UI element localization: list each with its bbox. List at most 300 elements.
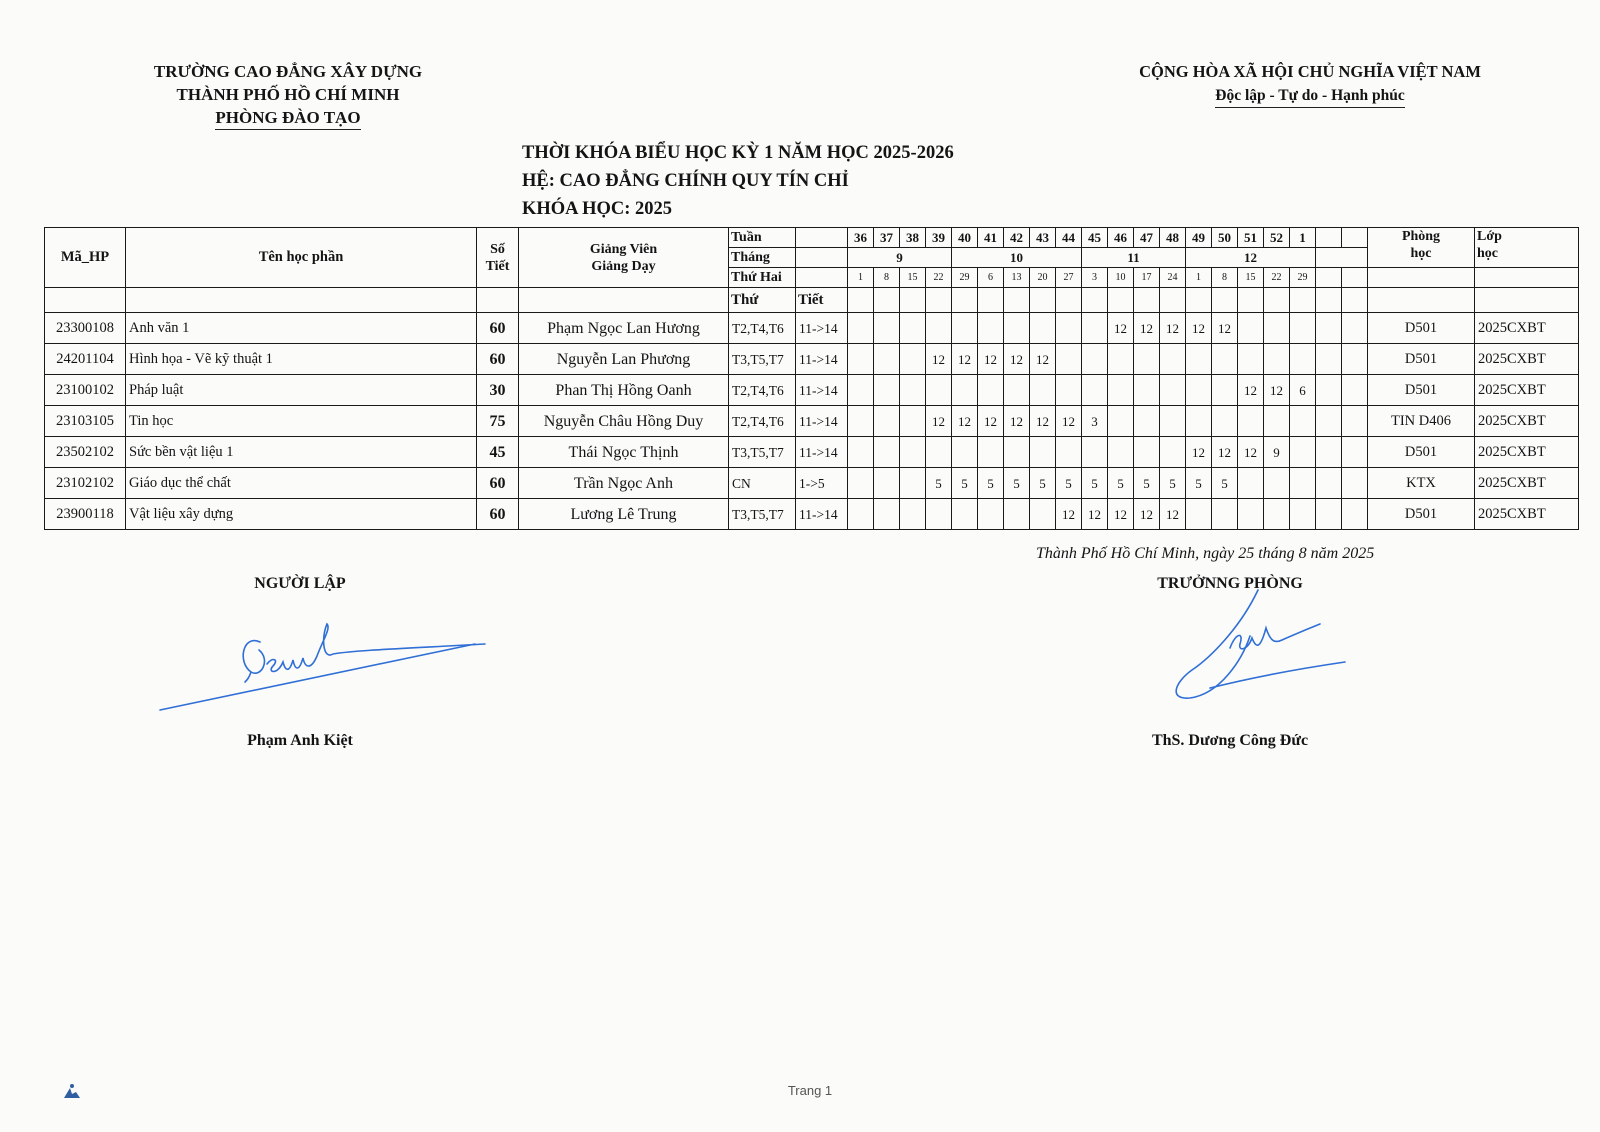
week-periods: 5 xyxy=(926,468,952,499)
header-row-thu-tiet xyxy=(45,288,1579,313)
label-thu-hai: Thứ Hai xyxy=(729,268,796,288)
week-periods xyxy=(1238,313,1264,344)
week-periods xyxy=(1030,375,1056,406)
week-periods xyxy=(1056,344,1082,375)
week-periods: 6 xyxy=(1290,375,1316,406)
blank-cell xyxy=(1316,288,1342,313)
lecturer-name: Thái Ngọc Thịnh xyxy=(519,437,729,468)
table-row xyxy=(45,375,1579,406)
week-periods xyxy=(1316,344,1342,375)
week-number: 49 xyxy=(1186,228,1212,248)
week-periods xyxy=(1082,313,1108,344)
monday-date: 1 xyxy=(1186,268,1212,288)
week-periods xyxy=(848,375,874,406)
week-periods xyxy=(1212,375,1238,406)
week-periods xyxy=(1212,406,1238,437)
week-periods xyxy=(1316,468,1342,499)
week-periods xyxy=(1342,375,1368,406)
room: D501 xyxy=(1368,437,1475,468)
monday-date: 24 xyxy=(1160,268,1186,288)
signer-right-title: TRƯỞNNG PHÒNG xyxy=(1157,575,1303,592)
lecturer-name: Phạm Ngọc Lan Hương xyxy=(519,313,729,344)
week-periods: 12 xyxy=(1264,375,1290,406)
week-periods: 12 xyxy=(1134,313,1160,344)
week-periods xyxy=(978,499,1004,530)
week-periods xyxy=(848,499,874,530)
week-periods xyxy=(900,406,926,437)
course-code: 23900118 xyxy=(45,499,126,530)
month-label: 10 xyxy=(952,248,1082,268)
week-periods xyxy=(1160,344,1186,375)
week-periods: 5 xyxy=(1134,468,1160,499)
week-periods xyxy=(1134,344,1160,375)
class-code: 2025CXBT xyxy=(1475,468,1579,499)
blank-cell xyxy=(1134,288,1160,313)
week-periods: 12 xyxy=(1030,344,1056,375)
week-periods xyxy=(874,313,900,344)
room: D501 xyxy=(1368,499,1475,530)
week-periods xyxy=(900,375,926,406)
week-periods: 12 xyxy=(1134,499,1160,530)
table-row xyxy=(45,406,1579,437)
week-periods xyxy=(926,313,952,344)
week-periods: 12 xyxy=(952,344,978,375)
week-periods xyxy=(1082,437,1108,468)
course-code: 23100102 xyxy=(45,375,126,406)
monday-date: 15 xyxy=(900,268,926,288)
week-periods: 5 xyxy=(978,468,1004,499)
table-row xyxy=(45,313,1579,344)
table-row xyxy=(45,344,1579,375)
week-number: 43 xyxy=(1030,228,1056,248)
class-code: 2025CXBT xyxy=(1475,313,1579,344)
period-range: 11->14 xyxy=(796,437,848,468)
col-so-tiet-line2: Tiết xyxy=(485,258,510,274)
col-ten-hoc-phan: Tên học phần xyxy=(126,228,477,288)
title-line-3: KHÓA HỌC: 2025 xyxy=(522,199,673,219)
blank-cell xyxy=(1004,288,1030,313)
monday-date: 22 xyxy=(926,268,952,288)
blank-cell xyxy=(1342,288,1368,313)
country-name: CỘNG HÒA XÃ HỘI CHỦ NGHĨA VIỆT NAM xyxy=(1139,62,1481,81)
col-giang-vien xyxy=(519,228,729,288)
course-periods: 60 xyxy=(477,313,519,344)
week-periods: 12 xyxy=(1004,344,1030,375)
department-name: PHÒNG ĐÀO TẠO xyxy=(215,107,360,130)
week-periods xyxy=(1342,499,1368,530)
week-periods xyxy=(1030,313,1056,344)
blank-cell xyxy=(1368,288,1475,313)
week-number: 40 xyxy=(952,228,978,248)
class-code: 2025CXBT xyxy=(1475,437,1579,468)
week-periods xyxy=(874,499,900,530)
week-periods: 9 xyxy=(1264,437,1290,468)
week-periods xyxy=(1342,313,1368,344)
week-periods: 12 xyxy=(1238,375,1264,406)
week-periods xyxy=(1238,468,1264,499)
week-periods xyxy=(1290,406,1316,437)
week-periods xyxy=(1030,437,1056,468)
week-periods xyxy=(952,437,978,468)
signature-right xyxy=(1170,588,1350,708)
signer-left-name: Phạm Anh Kiệt xyxy=(247,732,353,749)
week-periods xyxy=(1316,406,1342,437)
monday-date: 13 xyxy=(1004,268,1030,288)
week-periods xyxy=(900,344,926,375)
week-periods: 12 xyxy=(978,406,1004,437)
blank-cell xyxy=(1186,288,1212,313)
week-periods xyxy=(978,313,1004,344)
week-periods xyxy=(1004,499,1030,530)
signature-left xyxy=(155,620,495,730)
date-line: Thành Phố Hồ Chí Minh, ngày 25 tháng 8 năm 2025 xyxy=(1036,545,1375,562)
course-name: Pháp luật xyxy=(126,375,477,406)
blank-ten xyxy=(126,288,477,313)
blank-ma xyxy=(45,288,126,313)
week-periods xyxy=(952,499,978,530)
course-periods: 30 xyxy=(477,375,519,406)
period-range: 1->5 xyxy=(796,468,848,499)
title-line-1: THỜI KHÓA BIỂU HỌC KỲ 1 NĂM HỌC 2025-2026 xyxy=(522,143,954,163)
course-periods: 45 xyxy=(477,437,519,468)
month-label: 12 xyxy=(1186,248,1316,268)
week-periods xyxy=(1108,437,1134,468)
lecturer-name: Trần Ngọc Anh xyxy=(519,468,729,499)
week-periods xyxy=(952,375,978,406)
week-periods: 12 xyxy=(1082,499,1108,530)
monday-date: 29 xyxy=(952,268,978,288)
week-periods xyxy=(1056,313,1082,344)
week-periods xyxy=(926,437,952,468)
weekday-schedule: T3,T5,T7 xyxy=(729,344,796,375)
weekday-schedule: T2,T4,T6 xyxy=(729,406,796,437)
week-periods xyxy=(926,499,952,530)
course-code: 23103105 xyxy=(45,406,126,437)
period-range: 11->14 xyxy=(796,375,848,406)
week-number: 1 xyxy=(1290,228,1316,248)
label-thu: Thứ xyxy=(729,288,796,313)
lecturer-name: Lương Lê Trung xyxy=(519,499,729,530)
label-thu-hai-blank xyxy=(796,268,848,288)
course-periods: 75 xyxy=(477,406,519,437)
blank-cell xyxy=(926,288,952,313)
week-number: 44 xyxy=(1056,228,1082,248)
week-number: 41 xyxy=(978,228,1004,248)
week-periods: 12 xyxy=(1056,499,1082,530)
weekday-schedule: T2,T4,T6 xyxy=(729,375,796,406)
week-number: 42 xyxy=(1004,228,1030,248)
week-periods xyxy=(900,437,926,468)
course-name: Sức bền vật liệu 1 xyxy=(126,437,477,468)
blank-cell xyxy=(1030,288,1056,313)
week-periods xyxy=(1030,499,1056,530)
lecturer-name: Nguyễn Lan Phương xyxy=(519,344,729,375)
week-periods xyxy=(874,344,900,375)
week-periods xyxy=(1264,468,1290,499)
week-periods xyxy=(1238,344,1264,375)
monday-date: 22 xyxy=(1264,268,1290,288)
col-ma-hp: Mã_HP xyxy=(45,228,126,288)
label-tuan-blank xyxy=(796,228,848,248)
week-periods xyxy=(874,375,900,406)
week-periods: 12 xyxy=(1212,437,1238,468)
week-periods xyxy=(1082,344,1108,375)
col-lop-hoc xyxy=(1475,228,1579,268)
blank-cell xyxy=(1264,288,1290,313)
week-periods xyxy=(1342,437,1368,468)
week-periods: 12 xyxy=(1056,406,1082,437)
scanner-logo-icon xyxy=(62,1082,82,1100)
week-periods: 5 xyxy=(952,468,978,499)
week-periods xyxy=(1108,375,1134,406)
period-range: 11->14 xyxy=(796,406,848,437)
week-number: 37 xyxy=(874,228,900,248)
col-so-tiet xyxy=(477,228,519,288)
week-periods xyxy=(1264,344,1290,375)
week-number: 51 xyxy=(1238,228,1264,248)
blank-cell xyxy=(978,288,1004,313)
course-code: 23502102 xyxy=(45,437,126,468)
room: D501 xyxy=(1368,344,1475,375)
week-periods: 5 xyxy=(1160,468,1186,499)
week-number: 46 xyxy=(1108,228,1134,248)
class-code: 2025CXBT xyxy=(1475,499,1579,530)
week-periods: 12 xyxy=(1004,406,1030,437)
week-number: 48 xyxy=(1160,228,1186,248)
header-left xyxy=(108,60,468,130)
page-number: Trang 1 xyxy=(787,1083,833,1098)
col-lop-line1: Lớp xyxy=(1477,229,1502,244)
week-periods xyxy=(1082,375,1108,406)
week-number: 47 xyxy=(1134,228,1160,248)
blank-gv xyxy=(519,288,729,313)
week-periods xyxy=(1290,313,1316,344)
weekday-schedule: T2,T4,T6 xyxy=(729,313,796,344)
week-periods: 12 xyxy=(1108,499,1134,530)
col-phong-line2: học xyxy=(1410,246,1432,261)
week-periods xyxy=(1238,406,1264,437)
blank-cell xyxy=(1108,288,1134,313)
weekday-schedule: CN xyxy=(729,468,796,499)
document-title xyxy=(522,139,954,223)
class-code: 2025CXBT xyxy=(1475,344,1579,375)
course-code: 23102102 xyxy=(45,468,126,499)
week-periods xyxy=(1290,499,1316,530)
week-number: 38 xyxy=(900,228,926,248)
week-periods xyxy=(1160,437,1186,468)
monday-date: 27 xyxy=(1056,268,1082,288)
week-periods xyxy=(1186,375,1212,406)
week-periods xyxy=(1186,344,1212,375)
course-name: Anh văn 1 xyxy=(126,313,477,344)
lecturer-name: Phan Thị Hồng Oanh xyxy=(519,375,729,406)
col-lop-line2: học xyxy=(1477,246,1498,261)
week-periods xyxy=(848,468,874,499)
blank-cell xyxy=(1082,288,1108,313)
monday-date: 29 xyxy=(1290,268,1316,288)
week-periods: 12 xyxy=(1212,313,1238,344)
col-so-tiet-line1: Số xyxy=(490,241,505,257)
blank-so xyxy=(477,288,519,313)
course-periods: 60 xyxy=(477,344,519,375)
weekday-schedule: T3,T5,T7 xyxy=(729,499,796,530)
week-periods xyxy=(1134,437,1160,468)
lop-blank-3 xyxy=(1475,268,1579,288)
week-periods xyxy=(1316,313,1342,344)
blank-cell xyxy=(1475,288,1579,313)
blank-cell xyxy=(874,288,900,313)
motto: Độc lập - Tự do - Hạnh phúc xyxy=(1215,85,1404,108)
week-periods xyxy=(978,375,1004,406)
week-periods: 5 xyxy=(1186,468,1212,499)
course-name: Vật liệu xây dựng xyxy=(126,499,477,530)
week-periods xyxy=(1316,437,1342,468)
monday-date: 6 xyxy=(978,268,1004,288)
week-periods xyxy=(1342,344,1368,375)
week-periods xyxy=(1290,468,1316,499)
week-periods xyxy=(978,437,1004,468)
week-periods xyxy=(1316,499,1342,530)
weekday-schedule: T3,T5,T7 xyxy=(729,437,796,468)
period-range: 11->14 xyxy=(796,499,848,530)
week-periods xyxy=(1316,375,1342,406)
monday-date xyxy=(1342,268,1368,288)
week-periods: 5 xyxy=(1004,468,1030,499)
week-periods: 5 xyxy=(1056,468,1082,499)
course-name: Giáo dục thể chất xyxy=(126,468,477,499)
signer-right-name: ThS. Dương Công Đức xyxy=(1151,732,1309,749)
week-periods xyxy=(952,313,978,344)
week-periods xyxy=(1056,375,1082,406)
week-periods xyxy=(1264,406,1290,437)
week-periods xyxy=(1342,406,1368,437)
week-periods xyxy=(848,406,874,437)
week-periods: 5 xyxy=(1030,468,1056,499)
week-periods xyxy=(1160,406,1186,437)
phong-blank-3 xyxy=(1368,268,1475,288)
week-periods: 3 xyxy=(1082,406,1108,437)
label-thang: Tháng xyxy=(729,248,796,268)
col-phong-line1: Phòng xyxy=(1401,229,1441,244)
week-periods xyxy=(1264,313,1290,344)
table-row xyxy=(45,437,1579,468)
monday-date: 17 xyxy=(1134,268,1160,288)
month-label: 11 xyxy=(1082,248,1186,268)
room: TIN D406 xyxy=(1368,406,1475,437)
week-periods: 12 xyxy=(952,406,978,437)
course-periods: 60 xyxy=(477,468,519,499)
week-periods: 12 xyxy=(1030,406,1056,437)
week-periods xyxy=(1238,499,1264,530)
week-periods xyxy=(1004,437,1030,468)
week-number: 39 xyxy=(926,228,952,248)
monday-date: 10 xyxy=(1108,268,1134,288)
monday-date: 1 xyxy=(848,268,874,288)
week-periods xyxy=(1342,468,1368,499)
label-tuan: Tuần xyxy=(729,228,796,248)
week-periods: 12 xyxy=(926,406,952,437)
course-code: 23300108 xyxy=(45,313,126,344)
course-code: 24201104 xyxy=(45,344,126,375)
week-periods xyxy=(1264,499,1290,530)
week-periods xyxy=(1160,375,1186,406)
col-giang-vien-line1: Giảng Viên xyxy=(589,241,658,257)
week-periods xyxy=(874,468,900,499)
week-periods xyxy=(900,313,926,344)
timetable xyxy=(44,227,1579,530)
week-periods xyxy=(1056,437,1082,468)
table-row xyxy=(45,499,1579,530)
month-label: 9 xyxy=(848,248,952,268)
week-periods xyxy=(1212,499,1238,530)
monday-date: 8 xyxy=(874,268,900,288)
lecturer-name: Nguyễn Châu Hồng Duy xyxy=(519,406,729,437)
blank-cell xyxy=(952,288,978,313)
blank-cell xyxy=(1238,288,1264,313)
week-periods xyxy=(848,313,874,344)
week-periods xyxy=(1108,344,1134,375)
week-number: 45 xyxy=(1082,228,1108,248)
week-periods: 5 xyxy=(1108,468,1134,499)
header-right xyxy=(1110,60,1510,108)
course-name: Tin học xyxy=(126,406,477,437)
week-periods xyxy=(874,437,900,468)
blank-cell xyxy=(1160,288,1186,313)
week-periods: 12 xyxy=(1238,437,1264,468)
monday-date xyxy=(1316,268,1342,288)
week-periods xyxy=(1186,499,1212,530)
week-periods xyxy=(1134,375,1160,406)
school-name: TRƯỜNG CAO ĐẲNG XÂY DỰNG xyxy=(153,62,423,81)
city-name: THÀNH PHỐ HỒ CHÍ MINH xyxy=(176,85,400,104)
week-number: 50 xyxy=(1212,228,1238,248)
monday-date: 8 xyxy=(1212,268,1238,288)
period-range: 11->14 xyxy=(796,344,848,375)
week-periods: 12 xyxy=(1108,313,1134,344)
col-phong-hoc xyxy=(1368,228,1475,268)
week-periods xyxy=(1108,406,1134,437)
week-periods xyxy=(874,406,900,437)
week-number: 52 xyxy=(1264,228,1290,248)
week-periods: 12 xyxy=(1160,313,1186,344)
week-number xyxy=(1316,228,1342,248)
col-giang-vien-line2: Giảng Dạy xyxy=(591,258,656,274)
signer-left-title: NGƯỜI LẬP xyxy=(254,575,346,592)
course-periods: 60 xyxy=(477,499,519,530)
week-periods xyxy=(1212,344,1238,375)
class-code: 2025CXBT xyxy=(1475,406,1579,437)
period-range: 11->14 xyxy=(796,313,848,344)
week-number xyxy=(1342,228,1368,248)
blank-cell xyxy=(1056,288,1082,313)
week-periods xyxy=(1134,406,1160,437)
week-periods: 12 xyxy=(1186,437,1212,468)
label-tiet: Tiết xyxy=(796,288,848,313)
week-periods xyxy=(1186,406,1212,437)
monday-date: 3 xyxy=(1082,268,1108,288)
week-periods xyxy=(1004,313,1030,344)
week-periods xyxy=(1290,344,1316,375)
blank-cell xyxy=(1290,288,1316,313)
course-name: Hình họa - Vẽ kỹ thuật 1 xyxy=(126,344,477,375)
room: D501 xyxy=(1368,375,1475,406)
week-periods xyxy=(1290,437,1316,468)
month-label xyxy=(1316,248,1368,268)
week-periods xyxy=(900,499,926,530)
week-periods: 5 xyxy=(1212,468,1238,499)
week-periods: 12 xyxy=(1186,313,1212,344)
week-periods xyxy=(848,437,874,468)
